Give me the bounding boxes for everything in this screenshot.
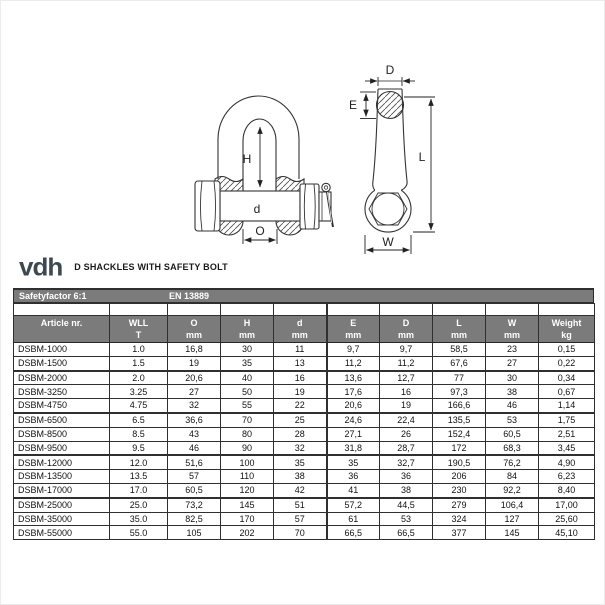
value-cell: 3,45 [539, 441, 595, 455]
value-cell: 67,6 [433, 356, 486, 370]
value-cell: 32 [168, 399, 221, 413]
value-cell: 27,1 [327, 427, 380, 441]
header-row [14, 316, 595, 343]
value-cell: 38 [380, 483, 433, 497]
value-cell: 30 [221, 343, 274, 357]
table-banner [13, 288, 594, 303]
value-cell: 110 [221, 470, 274, 484]
value-cell: 1,14 [539, 399, 595, 413]
value-cell: 230 [433, 483, 486, 497]
value-cell: 20,6 [327, 399, 380, 413]
value-cell: 32,7 [380, 455, 433, 469]
value-cell: 57,2 [327, 498, 380, 512]
value-cell: 377 [433, 526, 486, 540]
value-cell: 26 [380, 427, 433, 441]
value-cell: 53 [380, 512, 433, 526]
table-row [14, 427, 595, 441]
cotter-ring [322, 183, 330, 191]
table-row [14, 413, 595, 427]
article-cell: DSBM-1000 [14, 343, 110, 357]
value-cell: 73,2 [168, 498, 221, 512]
value-cell: 135,5 [433, 413, 486, 427]
value-cell: 12.0 [110, 455, 168, 469]
value-cell: 40 [221, 371, 274, 385]
spacer-cell [110, 304, 168, 316]
table-row [14, 455, 595, 469]
value-cell: 23 [486, 343, 539, 357]
column-header: L mm [433, 316, 486, 343]
value-cell: 16,8 [168, 343, 221, 357]
bow-outer [218, 96, 299, 179]
value-cell: 166,6 [433, 399, 486, 413]
value-cell: 19 [274, 385, 327, 399]
value-cell: 11 [274, 343, 327, 357]
value-cell: 66,5 [380, 526, 433, 540]
value-cell: 145 [221, 498, 274, 512]
value-cell: 19 [380, 399, 433, 413]
spacer-cell [221, 304, 274, 316]
value-cell: 152,4 [433, 427, 486, 441]
value-cell: 27 [168, 385, 221, 399]
spacer-row [14, 304, 595, 316]
value-cell: 25.0 [110, 498, 168, 512]
value-cell: 13.5 [110, 470, 168, 484]
value-cell: 17,6 [327, 385, 380, 399]
table-row [14, 526, 595, 540]
article-cell: DSBM-6500 [14, 413, 110, 427]
dim-label-d: d [253, 202, 261, 216]
value-cell: 4.75 [110, 399, 168, 413]
value-cell: 0,15 [539, 343, 595, 357]
value-cell: 324 [433, 512, 486, 526]
spacer-cell [433, 304, 486, 316]
table-row [14, 483, 595, 497]
eye-hexagon [369, 193, 407, 225]
spacer-cell [380, 304, 433, 316]
value-cell: 22,4 [380, 413, 433, 427]
value-cell: 100 [221, 455, 274, 469]
value-cell: 68,3 [486, 441, 539, 455]
value-cell: 97,3 [433, 385, 486, 399]
value-cell: 17.0 [110, 483, 168, 497]
value-cell: 1,75 [539, 413, 595, 427]
value-cell: 24,6 [327, 413, 380, 427]
value-cell: 61 [327, 512, 380, 526]
value-cell: 0,67 [539, 385, 595, 399]
spacer-cell [168, 304, 221, 316]
article-cell: DSBM-4750 [14, 399, 110, 413]
column-header: D mm [380, 316, 433, 343]
dim-label-E: E [348, 98, 357, 112]
article-cell: DSBM-2000 [14, 371, 110, 385]
article-cell: DSBM-35000 [14, 512, 110, 526]
value-cell: 50 [221, 385, 274, 399]
value-cell: 25,60 [539, 512, 595, 526]
value-cell: 35 [327, 455, 380, 469]
value-cell: 36 [380, 470, 433, 484]
article-cell: DSBM-8500 [14, 427, 110, 441]
vdh-logo: vdh [19, 252, 63, 282]
value-cell: 53 [486, 413, 539, 427]
spec-sheet [13, 288, 594, 540]
value-cell: 202 [221, 526, 274, 540]
value-cell: 170 [221, 512, 274, 526]
column-header: H mm [221, 316, 274, 343]
safety-factor-label: Safetyfactor 6:1 [19, 291, 87, 301]
value-cell: 76,2 [486, 455, 539, 469]
value-cell: 19 [168, 356, 221, 370]
table-row [14, 399, 595, 413]
article-cell: DSBM-3250 [14, 385, 110, 399]
value-cell: 77 [433, 371, 486, 385]
page-title: D SHACKLES WITH SAFETY BOLT [74, 262, 228, 272]
value-cell: 127 [486, 512, 539, 526]
value-cell: 30 [486, 371, 539, 385]
value-cell: 106,4 [486, 498, 539, 512]
standard-label: EN 13889 [169, 291, 210, 301]
value-cell: 42 [274, 483, 327, 497]
column-header: W mm [486, 316, 539, 343]
value-cell: 17,00 [539, 498, 595, 512]
table-row [14, 441, 595, 455]
value-cell: 57 [168, 470, 221, 484]
value-cell: 57 [274, 512, 327, 526]
value-cell: 27 [486, 356, 539, 370]
value-cell: 8.5 [110, 427, 168, 441]
spec-table [13, 303, 595, 540]
table-row [14, 512, 595, 526]
value-cell: 60,5 [168, 483, 221, 497]
value-cell: 20,6 [168, 371, 221, 385]
value-cell: 38 [274, 470, 327, 484]
spacer-cell [274, 304, 327, 316]
value-cell: 44,5 [380, 498, 433, 512]
value-cell: 1.0 [110, 343, 168, 357]
value-cell: 70 [221, 413, 274, 427]
value-cell: 0,22 [539, 356, 595, 370]
value-cell: 38 [486, 385, 539, 399]
column-header: Article nr. [14, 316, 110, 343]
value-cell: 28,7 [380, 441, 433, 455]
value-cell: 145 [486, 526, 539, 540]
value-cell: 6,23 [539, 470, 595, 484]
dim-label-H: H [242, 152, 252, 166]
article-cell: DSBM-13500 [14, 470, 110, 484]
table-row [14, 385, 595, 399]
value-cell: 35 [274, 455, 327, 469]
value-cell: 31,8 [327, 441, 380, 455]
hex-nut [300, 184, 319, 229]
article-cell: DSBM-1500 [14, 356, 110, 370]
value-cell: 13 [274, 356, 327, 370]
column-header: d mm [274, 316, 327, 343]
dim-label-D: D [385, 63, 395, 77]
table-row [14, 470, 595, 484]
value-cell: 22 [274, 399, 327, 413]
value-cell: 6.5 [110, 413, 168, 427]
value-cell: 36 [327, 470, 380, 484]
value-cell: 190,5 [433, 455, 486, 469]
dim-label-W: W [382, 235, 394, 249]
value-cell: 43 [168, 427, 221, 441]
table-row [14, 498, 595, 512]
bow-section-circle [377, 92, 404, 119]
value-cell: 41 [327, 483, 380, 497]
value-cell: 120 [221, 483, 274, 497]
value-cell: 12,7 [380, 371, 433, 385]
value-cell: 4,90 [539, 455, 595, 469]
value-cell: 0,34 [539, 371, 595, 385]
article-cell: DSBM-55000 [14, 526, 110, 540]
value-cell: 60,5 [486, 427, 539, 441]
table-row [14, 371, 595, 385]
value-cell: 92,2 [486, 483, 539, 497]
value-cell: 9,7 [327, 343, 380, 357]
value-cell: 28 [274, 427, 327, 441]
column-header: E mm [327, 316, 380, 343]
spacer-cell [14, 304, 110, 316]
value-cell: 206 [433, 470, 486, 484]
dim-label-O: O [255, 224, 265, 238]
value-cell: 45,10 [539, 526, 595, 540]
dim-label-L: L [418, 150, 426, 164]
value-cell: 51 [274, 498, 327, 512]
value-cell: 2,51 [539, 427, 595, 441]
value-cell: 36,6 [168, 413, 221, 427]
value-cell: 84 [486, 470, 539, 484]
value-cell: 105 [168, 526, 221, 540]
value-cell: 1.5 [110, 356, 168, 370]
value-cell: 16 [380, 385, 433, 399]
column-header: O mm [168, 316, 221, 343]
value-cell: 16 [274, 371, 327, 385]
value-cell: 35.0 [110, 512, 168, 526]
value-cell: 82,5 [168, 512, 221, 526]
value-cell: 11,2 [327, 356, 380, 370]
value-cell: 25 [274, 413, 327, 427]
value-cell: 11,2 [380, 356, 433, 370]
spacer-cell [539, 304, 595, 316]
value-cell: 55 [221, 399, 274, 413]
article-cell: DSBM-17000 [14, 483, 110, 497]
value-cell: 70 [274, 526, 327, 540]
value-cell: 2.0 [110, 371, 168, 385]
value-cell: 9.5 [110, 441, 168, 455]
value-cell: 58,5 [433, 343, 486, 357]
value-cell: 55.0 [110, 526, 168, 540]
article-cell: DSBM-25000 [14, 498, 110, 512]
spacer-cell [486, 304, 539, 316]
column-header: Weight kg [539, 316, 595, 343]
hex-head [195, 181, 220, 231]
value-cell: 13,6 [327, 371, 380, 385]
front-view-drawing [195, 96, 333, 235]
value-cell: 46 [486, 399, 539, 413]
column-header: WLL T [110, 316, 168, 343]
shackle-technical-drawing [1, 1, 605, 261]
value-cell: 172 [433, 441, 486, 455]
value-cell: 9,7 [380, 343, 433, 357]
side-view-drawing [365, 89, 411, 232]
value-cell: 66,5 [327, 526, 380, 540]
article-cell: DSBM-12000 [14, 455, 110, 469]
table-row [14, 356, 595, 370]
value-cell: 3.25 [110, 385, 168, 399]
value-cell: 32 [274, 441, 327, 455]
value-cell: 8,40 [539, 483, 595, 497]
value-cell: 80 [221, 427, 274, 441]
spacer-cell [327, 304, 380, 316]
brand-row [19, 251, 228, 283]
eye-bore [372, 193, 404, 225]
article-cell: DSBM-9500 [14, 441, 110, 455]
value-cell: 46 [168, 441, 221, 455]
value-cell: 51,6 [168, 455, 221, 469]
value-cell: 279 [433, 498, 486, 512]
value-cell: 35 [221, 356, 274, 370]
table-row [14, 343, 595, 357]
value-cell: 90 [221, 441, 274, 455]
